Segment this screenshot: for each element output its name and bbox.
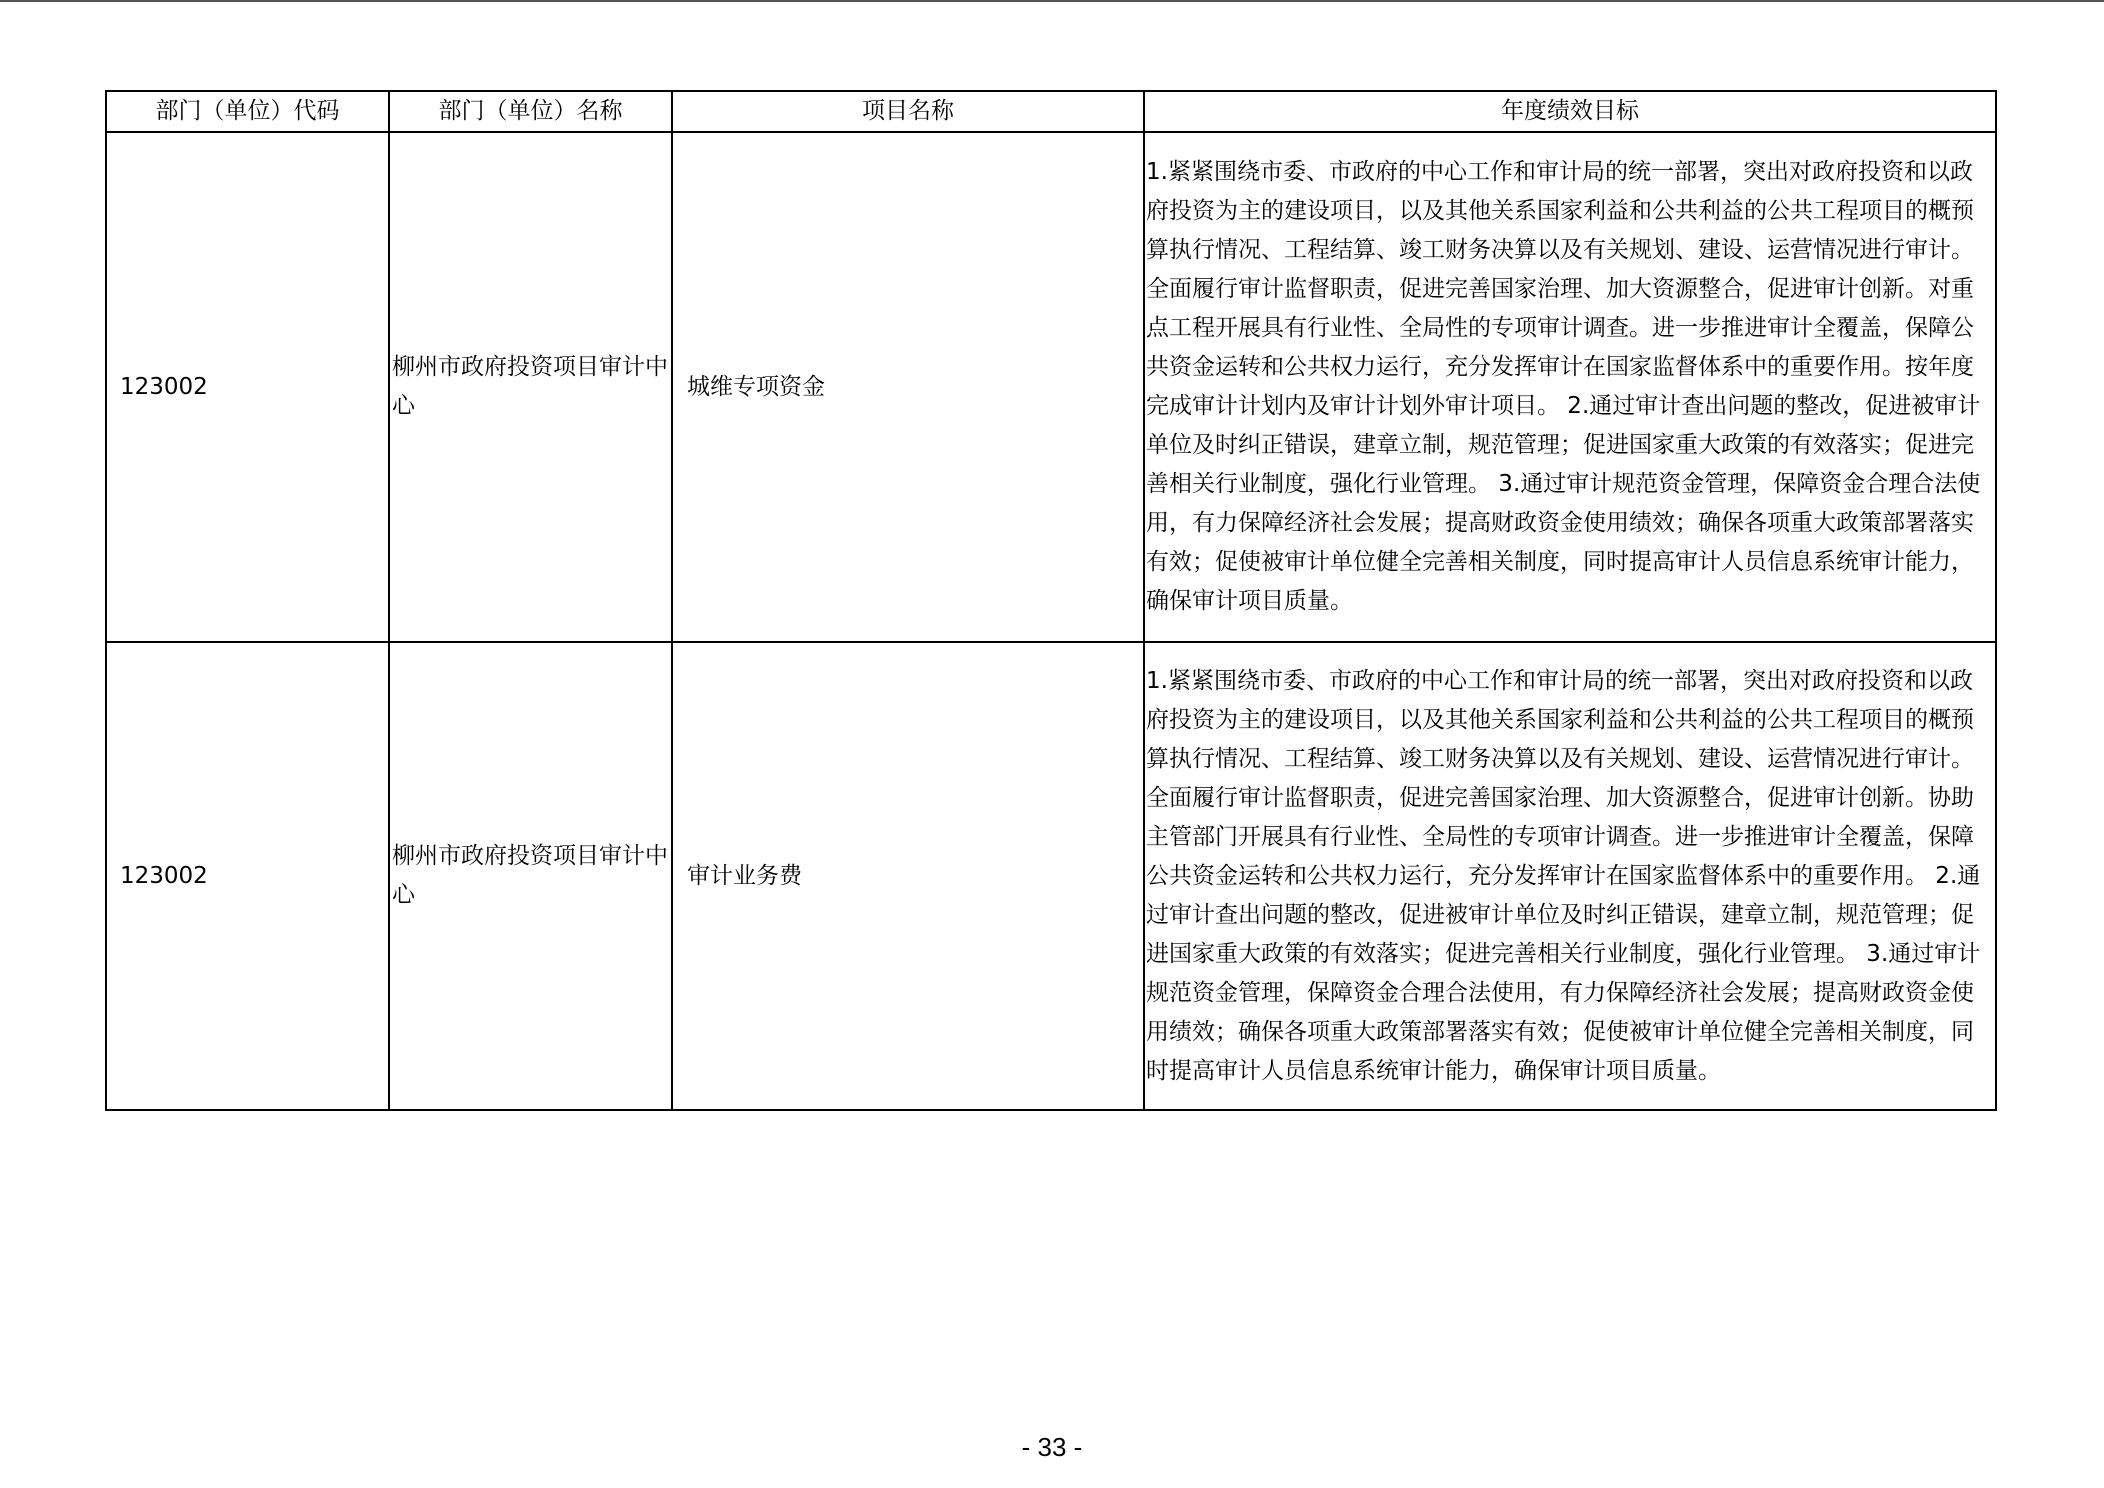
- dept-name-cell: 柳州市政府投资项目审计中心: [389, 132, 672, 642]
- dept-name-cell: 柳州市政府投资项目审计中心: [389, 642, 672, 1110]
- header-dept-name: 部门（单位）名称: [389, 91, 672, 132]
- project-name-cell: 审计业务费: [672, 642, 1144, 1110]
- project-name-cell: 城维专项资金: [672, 132, 1144, 642]
- page-number: - 33 -: [1021, 1432, 1083, 1462]
- table-header-row: [106, 91, 1996, 132]
- header-project-name: 项目名称: [672, 91, 1144, 132]
- top-border-line: [0, 0, 2104, 2]
- table-row: [106, 132, 1996, 642]
- dept-code-cell: 123002: [106, 642, 389, 1110]
- header-annual-goal: 年度绩效目标: [1144, 91, 1996, 132]
- header-dept-code: 部门（单位）代码: [106, 91, 389, 132]
- dept-code-cell: 123002: [106, 132, 389, 642]
- table-row: [106, 642, 1996, 1110]
- annual-goal-cell: 1.紧紧围绕市委、市政府的中心工作和审计局的统一部署，突出对政府投资和以政府投资为主的建设项目，以及其他关系国家利益和公共利益的公共工程项目的概预算执行情况、工程结算、竣工财务决算以及有关规划、建设、运营情况进行审计。全面履行审计监督职责，促进完善国家治理、加大资源整合，促进审计创新。对重点工程开展具有行业性、全局性的专项审计调查。进一步推进审计全覆盖，保障公共资金运转和公共权力运行，充分发挥审计在国家监督体系中的重要作用。按年度完成审计计划内及审计计划外审计项目。 2.通过审计查出问题的整改，促进被审计单位及时纠正错误，建章立制，规范管理；促进国家重大政策的有效落实；促进完善相关行业制度，强化行业管理。 3.通过审计规范资金管理，保障资金合理合法使用，有力保障经济社会发展；提高财政资金使用绩效；确保各项重大政策部署落实有效；促使被审计单位健全完善相关制度，同时提高审计人员信息系统审计能力，确保审计项目质量。: [1144, 132, 1996, 642]
- performance-goals-table: [105, 90, 1997, 1111]
- annual-goal-cell: 1.紧紧围绕市委、市政府的中心工作和审计局的统一部署，突出对政府投资和以政府投资为主的建设项目，以及其他关系国家利益和公共利益的公共工程项目的概预算执行情况、工程结算、竣工财务决算以及有关规划、建设、运营情况进行审计。全面履行审计监督职责，促进完善国家治理、加大资源整合，促进审计创新。协助主管部门开展具有行业性、全局性的专项审计调查。进一步推进审计全覆盖，保障公共资金运转和公共权力运行，充分发挥审计在国家监督体系中的重要作用。 2.通过审计查出问题的整改，促进被审计单位及时纠正错误，建章立制，规范管理；促进国家重大政策的有效落实；促进完善相关行业制度，强化行业管理。 3.通过审计规范资金管理，保障资金合理合法使用，有力保障经济社会发展；提高财政资金使用绩效；确保各项重大政策部署落实有效；促使被审计单位健全完善相关制度，同时提高审计人员信息系统审计能力，确保审计项目质量。: [1144, 642, 1996, 1110]
